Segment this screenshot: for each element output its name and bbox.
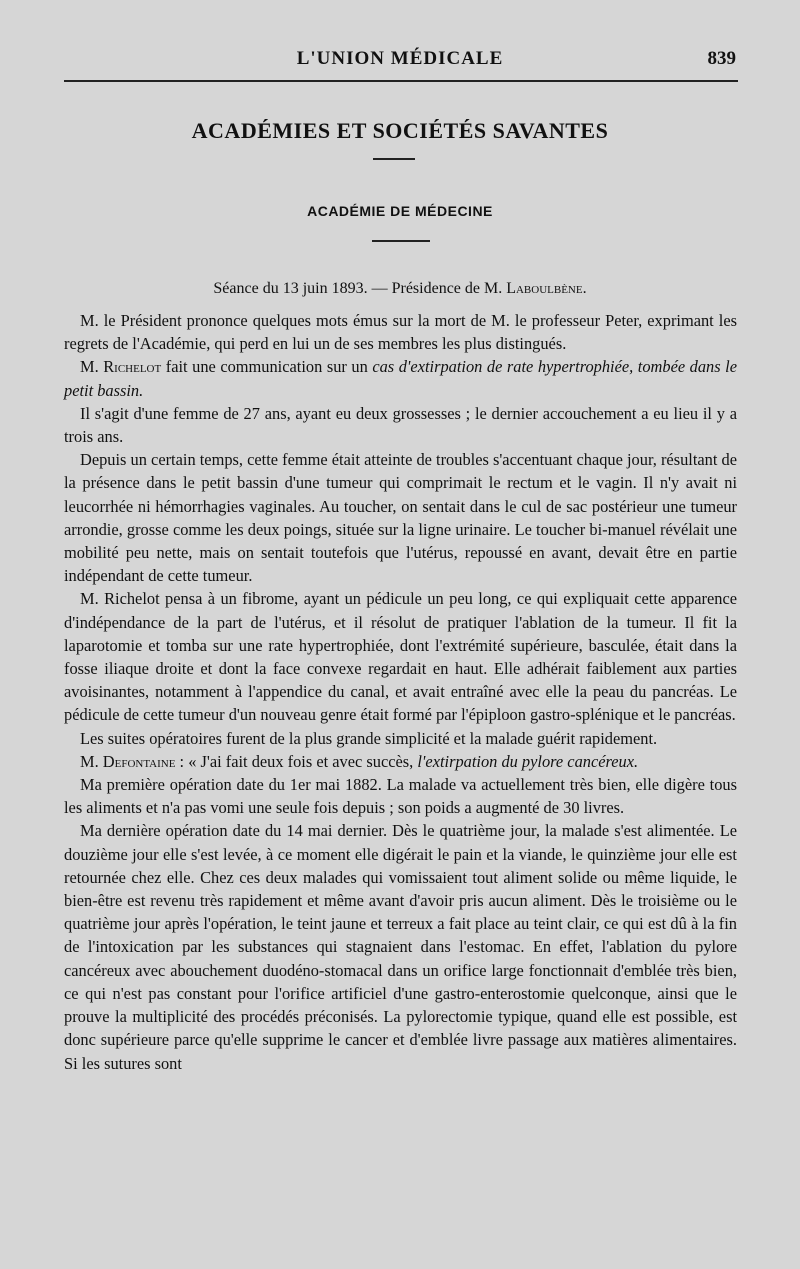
paragraph-text: M. (80, 751, 103, 771)
paragraph (64, 727, 737, 750)
paragraph-text: M. le Président prononce quelques mots émus sur la mort de M. le professeur Peter, exprimant les regrets de l'Académie, qui perd en lui un de ses membres les plus distingués. (64, 311, 737, 354)
speaker-name: Defontaine (102, 751, 176, 771)
paragraph (64, 587, 737, 726)
subsection-divider (372, 240, 430, 242)
session-prefix: Séance du 13 juin 1893. — Présidence de M. (213, 280, 507, 297)
paragraph-text: M. Richelot pensa à un fibrome, ayant un pédicule un peu long, ce qui expliquait cette apparence d'indépendance de la part de l'utérus, et il résolut de pratiquer l'ablation de la tumeur. Il fit la laparotomie et tomba sur une rate hypertrophiée, dont l'extrémité supérieure, basculée, était dans la fosse iliaque droite et dont la face convexe regardait en haut. Elle adhérait faiblement aux parties avoisinantes, notamment à l'appendice du canal, et avait entraîné avec elle la peau du pancréas. Le pédicule de cette tumeur d'un nouveau genre était formé par l'épiploon gastro-splénique et le pancréas. (64, 589, 737, 725)
italic-text: l'extirpation du pylore cancéreux. (417, 751, 639, 771)
paragraph-text: Ma première opération date du 1er mai 1882. La malade va actuellement très bien, elle digère tous les aliments et n'a pas vomi une seule fois depuis ; son poids a augmenté de 30 livres. (64, 775, 737, 818)
subsection-title: ACADÉMIE DE MÉDECINE (307, 203, 493, 219)
paragraph (64, 750, 737, 773)
paragraph (64, 402, 737, 448)
paragraph-text: : « J'ai fait deux fois et avec succès, (175, 751, 418, 771)
article-body (64, 309, 737, 1075)
section-divider (373, 158, 415, 160)
header-rule (64, 80, 738, 82)
paragraph (64, 309, 737, 355)
paragraph (64, 355, 737, 401)
session-president: Laboulbène. (506, 280, 587, 297)
paragraph (64, 448, 737, 587)
paragraph-text: M. (80, 357, 104, 377)
page-number: 839 (707, 48, 736, 69)
paragraph-text: Il s'agit d'une femme de 27 ans, ayant eu deux grossesses ; le dernier accouchement a eu lieu il y a trois ans. (64, 403, 737, 447)
running-title: L'UNION MÉDICALE (296, 48, 504, 69)
running-head (0, 48, 800, 72)
paragraph-text: Depuis un certain temps, cette femme était atteinte de troubles s'accentuant chaque jour, résultant de la présence dans le petit bassin d'une tumeur qui comprimait le rectum et le vagin. Il n'y avait ni leucorrhée ni hémorrhagies vaginales. Au toucher, on sentait dans le cul de sac postérieur une tumeur arrondie, grosse comme les deux poings, située sur la ligne urinaire. Le toucher bi-manuel révélait une mobilité peu nette, mais on sentait toutefois que l'utérus, repoussé en avant, devait être en partie indépendant de cette tumeur. (64, 450, 737, 586)
session-line (0, 280, 800, 298)
paragraph-text: fait une communication sur un (161, 357, 373, 377)
speaker-name: Richelot (103, 357, 162, 377)
paragraph-text: Ma dernière opération date du 14 mai dernier. Dès le quatrième jour, la malade s'est alimentée. Le douzième jour elle s'est levée, à ce moment elle digérait le pain et la viande, le quinzième jour elle est retournée chez elle. Chez ces deux malades qui vomissaient tout aliment solide ou même liquide, le bien-être est revenu très rapidement et même avant d'avoir pris aucun aliment. Dès le troisième ou le quatrième jour après l'opération, le teint jaune et terreux a fait place au teint clair, ce qui est dû à la fin de l'intoxication par les substances qui stagnaient dans l'estomac. En effet, l'ablation du pylore cancéreux avec abouchement duodéno-stomacal dans un orifice large fonctionnait d'emblée très bien, ce qui n'est pas constant pour l'orifice artificiel d'une gastro-enterostomie quelconque, ainsi que le prouve la multiplicité des procédés préconisés. La pylorectomie typique, quand elle est possible, est donc supérieure parce qu'elle supprime le cancer et d'emblée livre passage aux matières alimentaires. Si les sutures sont (64, 821, 737, 1073)
paragraph (64, 773, 737, 819)
section-title: ACADÉMIES ET SOCIÉTÉS SAVANTES (191, 118, 609, 143)
paragraph (64, 819, 737, 1074)
paragraph-text: Les suites opératoires furent de la plus grande simplicité et la malade guérit rapidement. (80, 728, 658, 748)
italic-text: cas d'extirpation de rate hypertrophiée, tombée dans le petit bassin. (64, 357, 737, 400)
